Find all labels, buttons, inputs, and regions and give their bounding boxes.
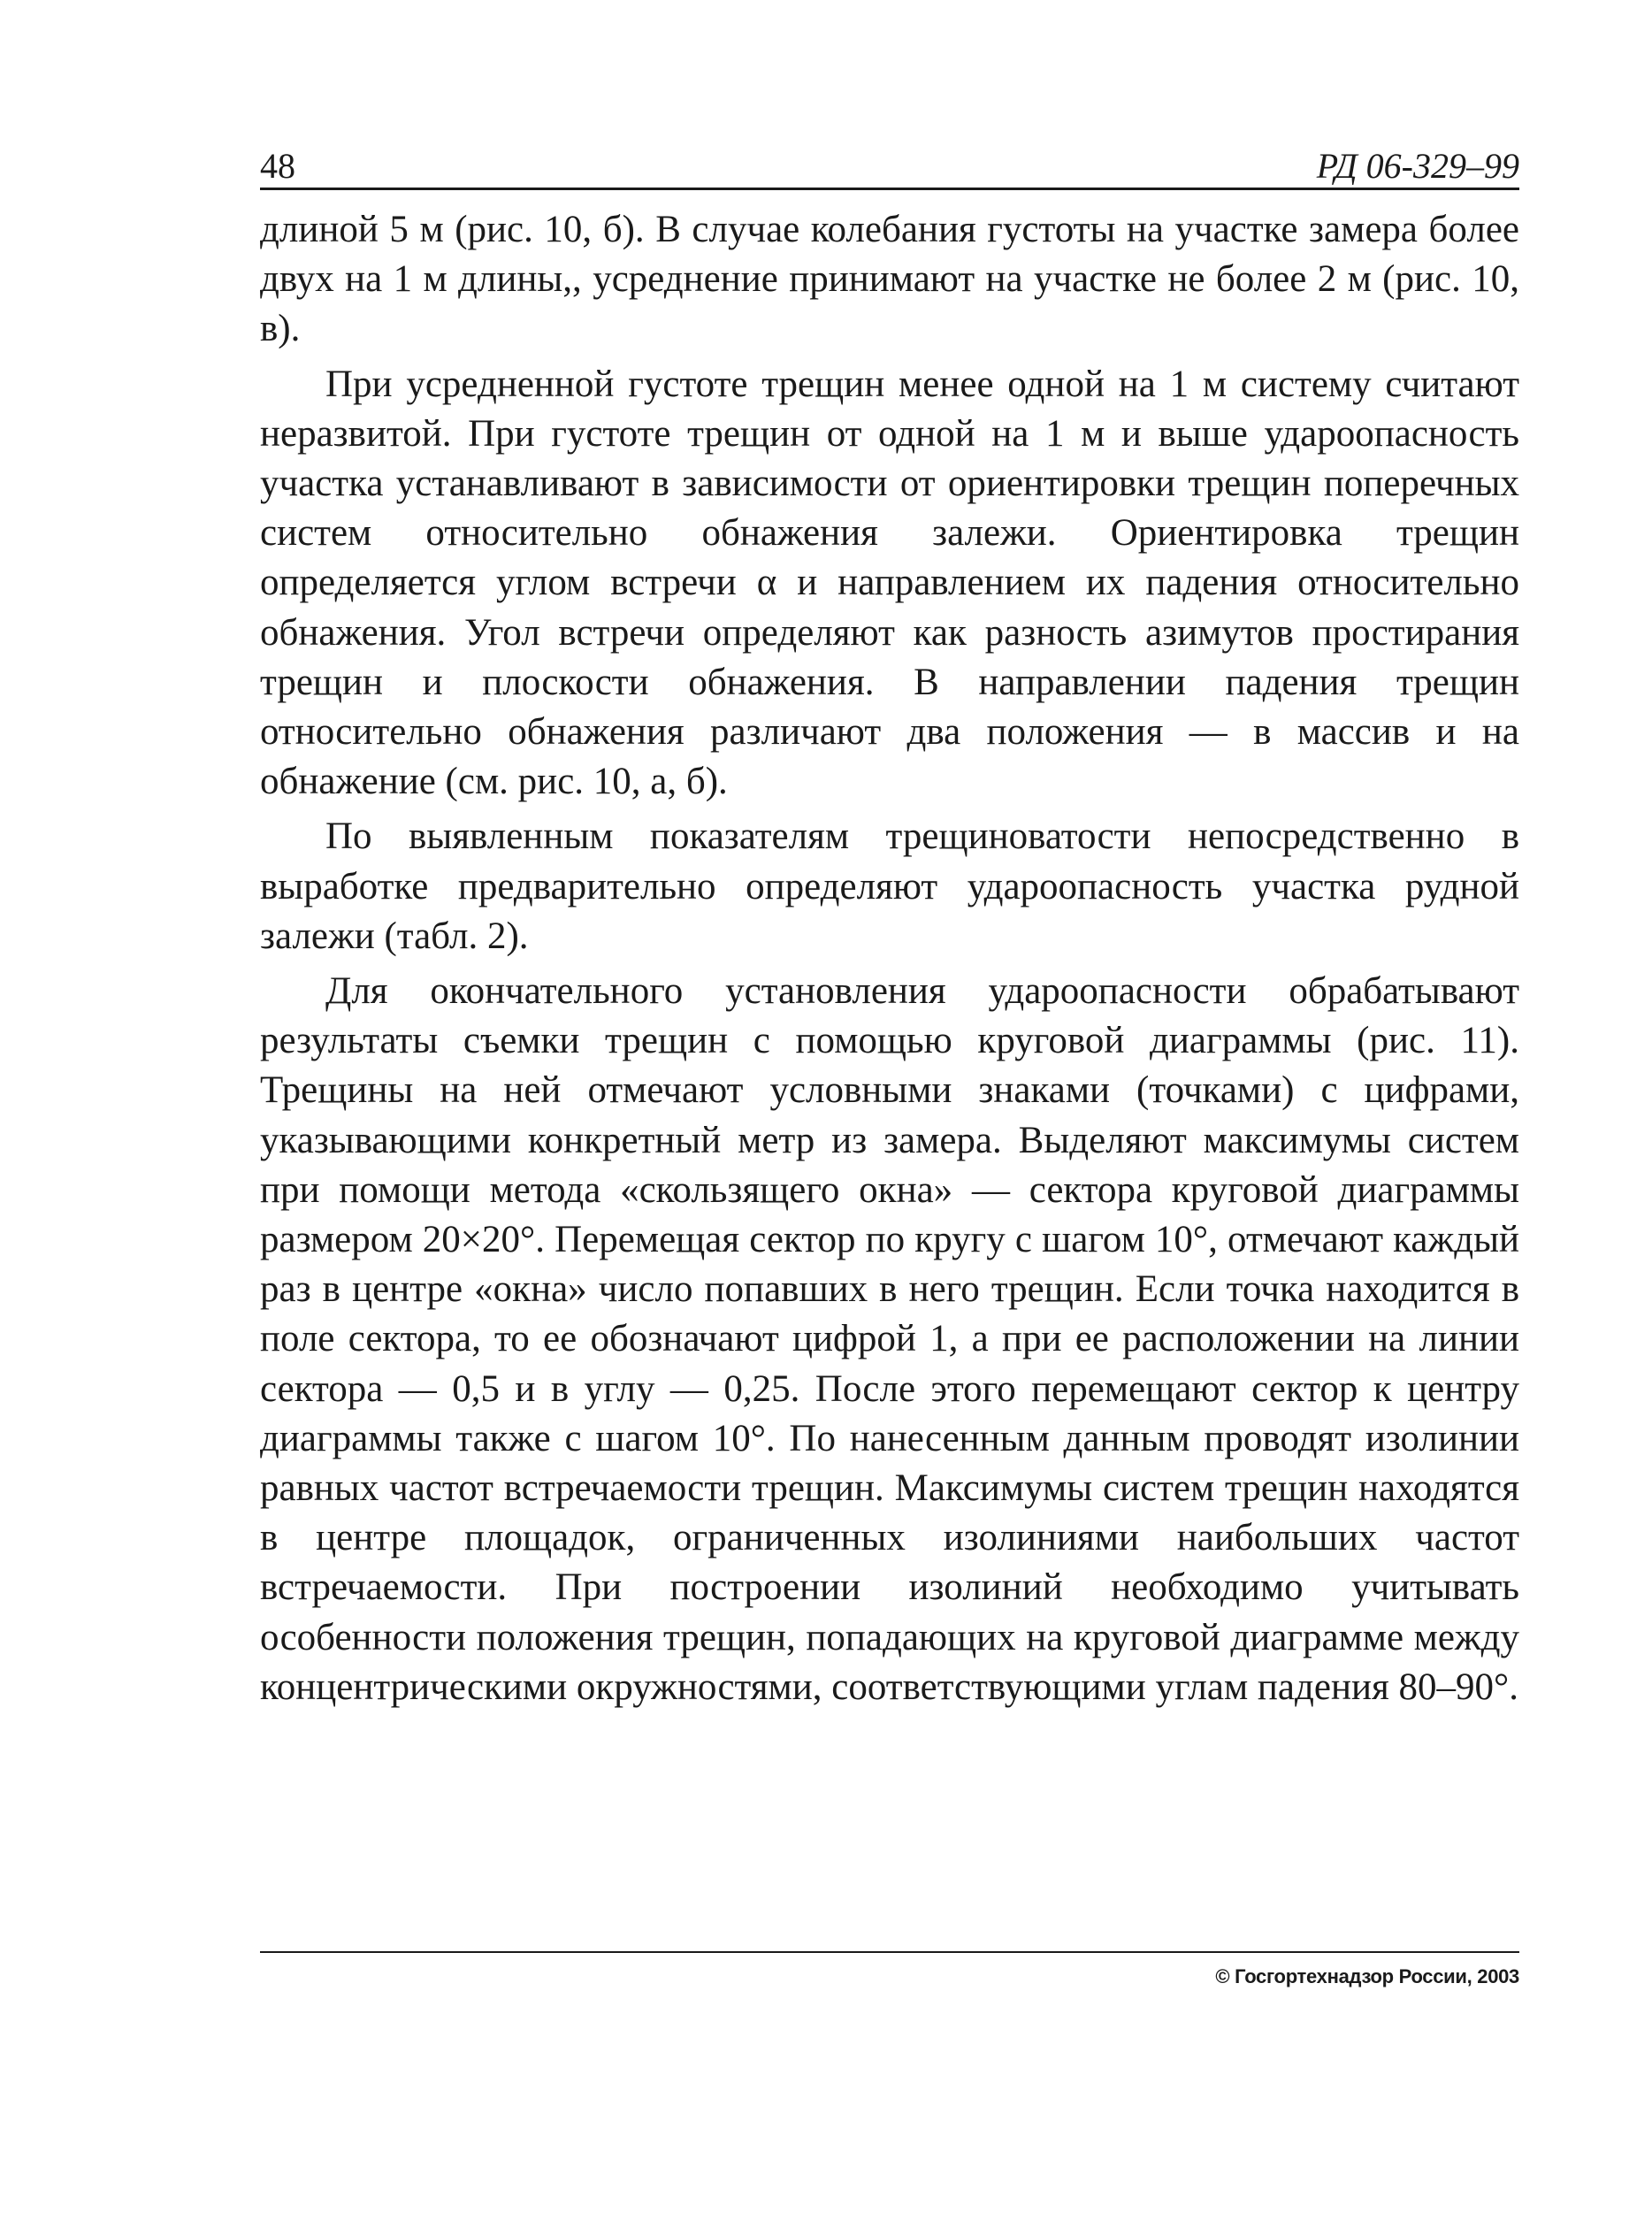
copyright-notice: © Госгортехнадзор России, 2003 — [1215, 1965, 1519, 1987]
document-code: РД 06-329–99 — [1316, 146, 1519, 186]
body-text — [260, 205, 1519, 1718]
paragraph-continuation: длиной 5 м (рис. 10, б). В случае колебания густоты на участке замера более двух на 1 м длины,, усреднение принимают на участке не более 2 м (рис. 10, в). — [260, 209, 1519, 350]
paragraph-preliminary-assessment: По выявленным показателям трещиноватости непосредственно в выработке предварительно определяют удароопасность участка рудной залежи (табл. 2). — [260, 816, 1519, 957]
page-header — [260, 142, 1519, 190]
footer-divider — [260, 1951, 1519, 1953]
paragraph-circular-diagram: Для окончательного установления удароопасности обрабатывают результаты съемки трещин с помощью круговой диаграммы (рис. 11). Трещины на ней отмечают условными знаками (точками) с цифрами, указывающими конкретный метр из замера. Выделяют максимумы систем при помощи метода «скользящего окна» — сектора круговой диаграммы размером 20×20°. Перемещая сектор по кругу с шагом 10°, отмечают каждый раз в центре «окна» число попавших в него трещин. Если точка находится в поле сектора, то ее обозначают цифрой 1, а при ее расположении на линии сектора — 0,5 и в углу — 0,25. После этого перемещают сектор к центру диаграммы также с шагом 10°. По нанесенным данным проводят изолинии равных частот встречаемости трещин. Максимумы систем трещин находятся в центре площадок, ограниченных изолиниями наибольших частот встречаемости. При построении изолиний необходимо учитывать особенности положения трещин, попадающих на круговой диаграмме между концентрическими окружностями, соответствующими углам падения 80–90°. — [260, 970, 1519, 1708]
paragraph-crack-density: При усредненной густоте трещин менее одной на 1 м систему считают неразвитой. При густоте трещин от одной на 1 м и выше удароопасность участка устанавливают в зависимости от ориентировки трещин поперечных систем относительно обнажения залежи. Ориентировка трещин определяется углом встречи α и направлением их падения относительно обнажения. Угол встречи определяют как разность азимутов простирания трещин и плоскости обнажения. В направлении падения трещин относительно обнажения различают два положения — в массив и на обнажение (см. рис. 10, а, б). — [260, 363, 1519, 803]
page-number: 48 — [260, 146, 295, 186]
